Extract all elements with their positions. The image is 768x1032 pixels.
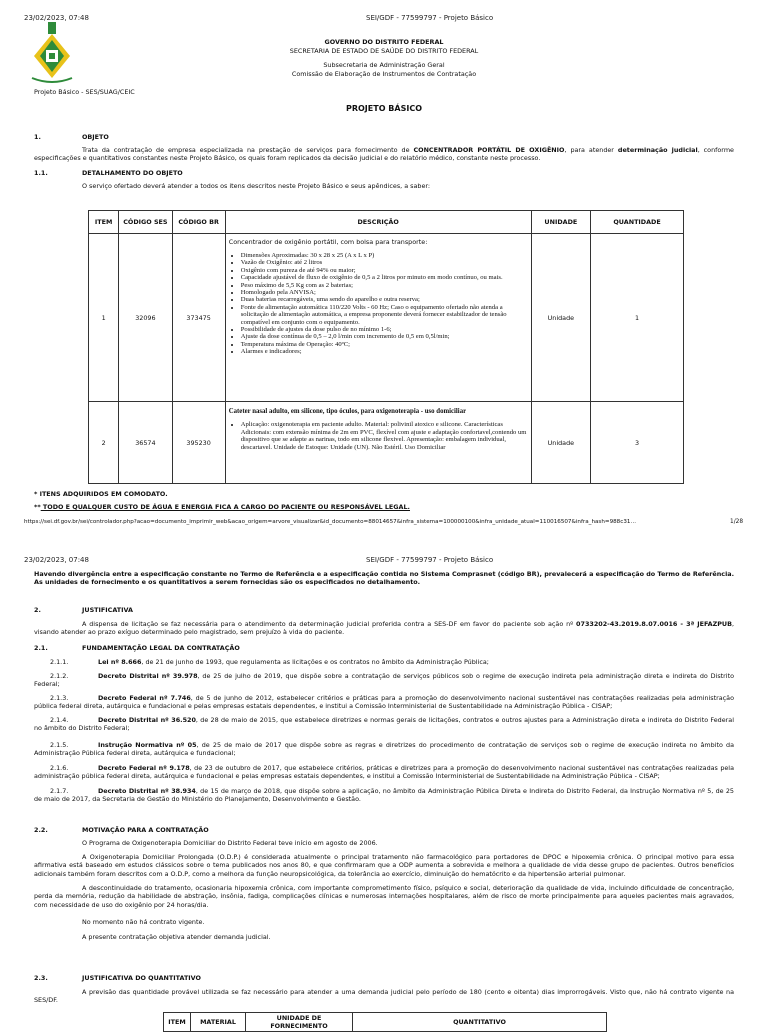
list-item: • Fonte de alimentação automática 110/220 Volts - 60 Hz; Caso o equipamento ofertado não atenda a solicitação de alimentação automática, a empresa proponente deverá fornecer estabilizador de tensão compatível em conjunto com o equipamento.	[241, 304, 528, 326]
cell-codigo-ses: 32096	[119, 234, 172, 402]
section-title-justificativa: JUSTIFICATIVA	[82, 606, 133, 614]
comissao-title: Comissão de Elaboração de Instrumentos de Contratação	[291, 70, 477, 78]
cell-codigo-br: 373475	[172, 234, 225, 402]
gov-title: GOVERNO DO DISTRITO FEDERAL	[324, 38, 444, 46]
law-item: Decreto Distrital nº 39.978, de 25 de julho de 2019, que dispõe sobre a contratação de serviços públicos sob o regime de execução indireta pela administração direta e indireta do Distrito Federal;	[34, 672, 734, 689]
divergence-paragraph: Havendo divergência entre a especificação constante no Termo de Referência e a especificação contida no Sistema Comprasnet (código BR), prevalecerá a especificação do Termo de Referência. As unidades de fornecimento e os quantitativos a serem fornecidas são os especificados no detalhamento.	[34, 570, 734, 587]
col-header: MATERIAL	[191, 1013, 246, 1032]
list-item: • Possibilidade de ajustes da dose pulso de no mínimo 1-6;	[241, 326, 528, 333]
items-table	[88, 210, 684, 484]
section-number: 2.1.	[34, 644, 48, 652]
law-item: Decreto Federal nº 9.178, de 23 de outubro de 2017, que estabelece critérios, práticas e diretrizes para a promoção do desenvolvimento nacional sustentável nas contratações realizadas pela administração pública federal direta, autárquica e fundacional e pelas empresas estatais dependentes, e institui a Comissão Interministerial de Sustentabilidade na Administração Pública - CISAP;	[34, 764, 734, 781]
col-header: UNIDADE	[531, 211, 591, 234]
table-header-row	[164, 1013, 607, 1032]
page-number: 1/28	[730, 519, 744, 525]
list-item: • Vazão de Oxigênio: até 2 litros	[241, 259, 528, 266]
section-title-fundamentacao: FUNDAMENTAÇÃO LEGAL DA CONTRATAÇÃO	[82, 644, 240, 652]
subsecretaria-title: Subsecretaria de Administração Geral	[323, 61, 445, 69]
law-item: Instrução Normativa nº 05, de 25 de maio de 2017 que dispõe sobre as regras e diretrizes do procedimento de contratação de serviços sob o regime de execução indireta no âmbito da Administração Pública federal direta, autárquica e fundacional;	[34, 741, 734, 758]
motivacao-paragraph: A Oxigenoterapia Domiciliar Prolongada (O.D.P.) é considerada atualmente o principal tratamento não farmacológico para portadores de DPOC e hipoxemia crônica. O principal motivo para essa afirmativa está baseado em estudos clássicos sobre o tema publicados nos anos 80, e que confirmaram que a ODP aumenta a sobrevida e melhora a qualidade de vida desse grupo de pacientes. Outros benefícios adicionais também foram descritos com a O.D.P, como a melhora da função neuropsicológica, da tolerância ao exercício, diminuição do hematócrito e da hipertensão arterial pulmonar.	[34, 853, 734, 878]
col-header: CÓDIGO BR	[172, 211, 225, 234]
cell-unidade: Unidade	[531, 234, 591, 402]
motivacao-paragraph: A descontinuidade do tratamento, ocasionaria hipoxemia crônica, com importante comprometimento físico, psíquico e social, deterioração da qualidade de vida, incluindo dificuldade de concentração, perda da memória, redução da habilidade de abstração, insônia, fadiga, complicações clínicas e numerosas internações hospitalares, além de risco de morte principalmente para aqueles pacientes mais agravados, com necessidade de uso do oxigênio por 24 horas/dia.	[34, 884, 734, 909]
col-header: ITEM	[164, 1013, 191, 1032]
law-number: 2.1.3.	[50, 694, 69, 702]
col-header: QUANTITATIVO	[353, 1013, 607, 1032]
motivacao-paragraph: No momento não há contrato vigente.	[82, 918, 205, 926]
section-number: 2.2.	[34, 826, 48, 834]
logo-caption: Projeto Básico - SES/SUAG/CEIC	[34, 88, 135, 96]
cell-quantidade: 3	[591, 402, 684, 484]
table-row	[89, 402, 684, 484]
table-header-row	[89, 211, 684, 234]
list-item: • Ajuste da dose contínua de 0,5 – 2,0 l/min com incremento de 0,5 em 0,5l/min;	[241, 333, 528, 340]
justificativa-paragraph: A dispensa de licitação se faz necessária para o atendimento da determinação judicial proferida contra a SES-DF em favor do paciente sob ação nº 0733202-43.2019.8.07.0016 - 3ª JEFAZPUB, visando atender ao prazo exíguo determinado pelo magistrado, sem prejuízo à vida do paciente.	[34, 620, 734, 637]
doc-reference: SEI/GDF - 77599797 - Projeto Básico	[366, 14, 494, 22]
section-number: 1.1.	[34, 169, 48, 177]
section-number: 2.	[34, 606, 41, 614]
law-number: 2.1.2.	[50, 672, 69, 680]
list-item: • Duas baterias recarregáveis, uma sendo do aparelho e outra reserva;	[241, 296, 528, 303]
brasao-df-icon	[30, 20, 74, 86]
cell-descricao	[225, 402, 531, 484]
col-header: UNIDADE DE FORNECIMENTO	[246, 1013, 353, 1032]
descricao-title: Concentrador de oxigênio portátil, com bolsa para transporte:	[228, 238, 428, 246]
objeto-paragraph: Trata da contratação de empresa especializada na prestação de serviços para fornecimento de CONCENTRADOR PORTÁTIL DE OXIGÊNIO, para atender determinação judicial, conforme especificações e quantitativos constantes neste Projeto Básico, os quais foram replicados da decisão judicial e do relatório médico, constante neste processo.	[34, 146, 734, 163]
law-item: Decreto Distrital nº 38.934, de 15 de março de 2018, que dispõe sobre a aplicação, no âmbito da Administração Pública Direta e Indireta do Distrito Federal, da Instrução Normativa nº 5, de 25 de maio de 2017, da Secretaria de Gestão do Ministério do Planejamento, Desenvolvimento e Gestão.	[34, 787, 734, 804]
cell-quantidade: 1	[591, 234, 684, 402]
doc-reference: SEI/GDF - 77599797 - Projeto Básico	[366, 556, 494, 564]
law-item: Decreto Federal nº 7.746, de 5 de junho de 2012, estabelecer critérios e práticas para a promoção do desenvolvimento nacional sustentável nas contratações realizadas pela administração pública federal direta, autárquica e fundacional e pelas empresas estatais dependentes, e institui a Comissão Interministerial de Sustentabilidade na Administração Pública - CISAP;	[34, 694, 735, 711]
cell-unidade: Unidade	[531, 402, 591, 484]
list-item: • Dimensões Aproximadas: 30 x 28 x 25 (A x L x P)	[241, 252, 528, 259]
col-header: DESCRIÇÃO	[225, 211, 531, 234]
descricao-list	[229, 421, 528, 451]
list-item: • Capacidade ajustável de fluxo de oxigênio de 0,5 a 2 litros por minuto em modo contínuo, ou mais.	[241, 274, 528, 281]
section-title-motivacao: MOTIVAÇÃO PARA A CONTRATAÇÃO	[82, 826, 209, 834]
cell-item: 2	[89, 402, 119, 484]
footer-url[interactable]: https://sei.df.gov.br/sei/controlador.php?acao=documento_imprimir_web&acao_origem=arvore_visualizar&id_documento=88014657&infra_sistema=100000100&infra_unidade_atual=110016507&infra_hash=988c31…	[24, 519, 637, 525]
col-header: ITEM	[89, 211, 119, 234]
law-number: 2.1.6.	[50, 764, 69, 772]
list-item: • Temperatura máxima de Operação: 40ºC;	[241, 341, 528, 348]
law-number: 2.1.5.	[50, 741, 69, 749]
print-datetime: 23/02/2023, 07:48	[24, 14, 89, 22]
note-comodato: * ITENS ADQUIRIDOS EM COMODATO.	[34, 490, 168, 498]
list-item: • Peso máximo de 5,5 Kg com as 2 baterias;	[241, 282, 528, 289]
list-item: • Aplicação: oxigenoterapia em paciente adulto. Material: polivinil atoxico e silicone. Características Adicionais: com extensão mínima de 2m em PVC, flexível com ajuste e adaptação confortavel,contendo um dispositivo que se adapte as narinas, todo em silicone flexivel. Apresentação: embalagem individual, descartavel. Unidade de Estoque: Unidade (UN). Não Estéril. Uso Domiciliar	[241, 421, 528, 451]
cell-descricao	[225, 234, 531, 402]
descricao-list	[229, 252, 528, 356]
law-number: 2.1.7.	[50, 787, 69, 795]
law-number: 2.1.1.	[50, 658, 69, 666]
print-datetime: 23/02/2023, 07:48	[24, 556, 89, 564]
secretaria-title: SECRETARIA DE ESTADO DE SAÚDE DO DISTRITO FEDERAL	[289, 47, 479, 55]
descricao-title: Cateter nasal adulto, em silicone, tipo óculos, para oxigenoterapia - uso domiciliar	[228, 408, 467, 415]
cell-codigo-ses: 36574	[119, 402, 172, 484]
col-header: QUANTIDADE	[591, 211, 684, 234]
quantitativo-table	[163, 1012, 607, 1032]
note-custos: ** TODO E QUALQUER CUSTO DE ÁGUA E ENERGIA FICA A CARGO DO PACIENTE OU RESPONSÁVEL LEGAL.	[34, 503, 410, 511]
table-row	[89, 234, 684, 402]
quantitativo-paragraph: A previsão das quantidade provável utilizada se faz necessário para atender a uma demanda judicial pelo período de 180 (cento e oitenta) dias improrrogáveis. Visto que, não há contrato vigente na SES/DF.	[34, 988, 734, 1005]
law-number: 2.1.4.	[50, 716, 69, 724]
section-title-objeto: OBJETO	[82, 133, 109, 141]
cell-item: 1	[89, 234, 119, 402]
section-number: 1.	[34, 133, 41, 141]
col-header: CÓDIGO SES	[119, 211, 172, 234]
page-title: PROJETO BÁSICO	[345, 104, 422, 113]
motivacao-paragraph: O Programa de Oxigenoterapia Domiciliar do Distrito Federal teve início em agosto de 2006.	[82, 839, 378, 847]
law-item: Decreto Distrital nº 36.520, de 28 de maio de 2015, que estabelece diretrizes e normas gerais de licitações, contratos e outros ajustes para a Administração direta e indireta do Distrito Federal no âmbito do Distrito Federal;	[34, 716, 734, 733]
motivacao-paragraph: A presente contratação objetiva atender demanda judicial.	[82, 933, 271, 941]
law-item: Lei nº 8.666, de 21 de junho de 1993, que regulamenta as licitações e os contratos no âmbito da Administração Pública;	[98, 658, 489, 666]
detalhamento-paragraph: O serviço ofertado deverá atender a todos os itens descritos neste Projeto Básico e seus apêndices, a saber:	[82, 182, 431, 190]
section-title-quantitativo: JUSTIFICATIVA DO QUANTITATIVO	[82, 974, 201, 982]
section-number: 2.3.	[34, 974, 48, 982]
list-item: • Oxigênio com pureza de até 94% ou maior;	[241, 267, 528, 274]
section-title-detalhamento: DETALHAMENTO DO OBJETO	[82, 169, 183, 177]
list-item: • Homologado pela ANVISA;	[241, 289, 528, 296]
cell-codigo-br: 395230	[172, 402, 225, 484]
list-item: • Alarmes e indicadores;	[241, 348, 528, 355]
